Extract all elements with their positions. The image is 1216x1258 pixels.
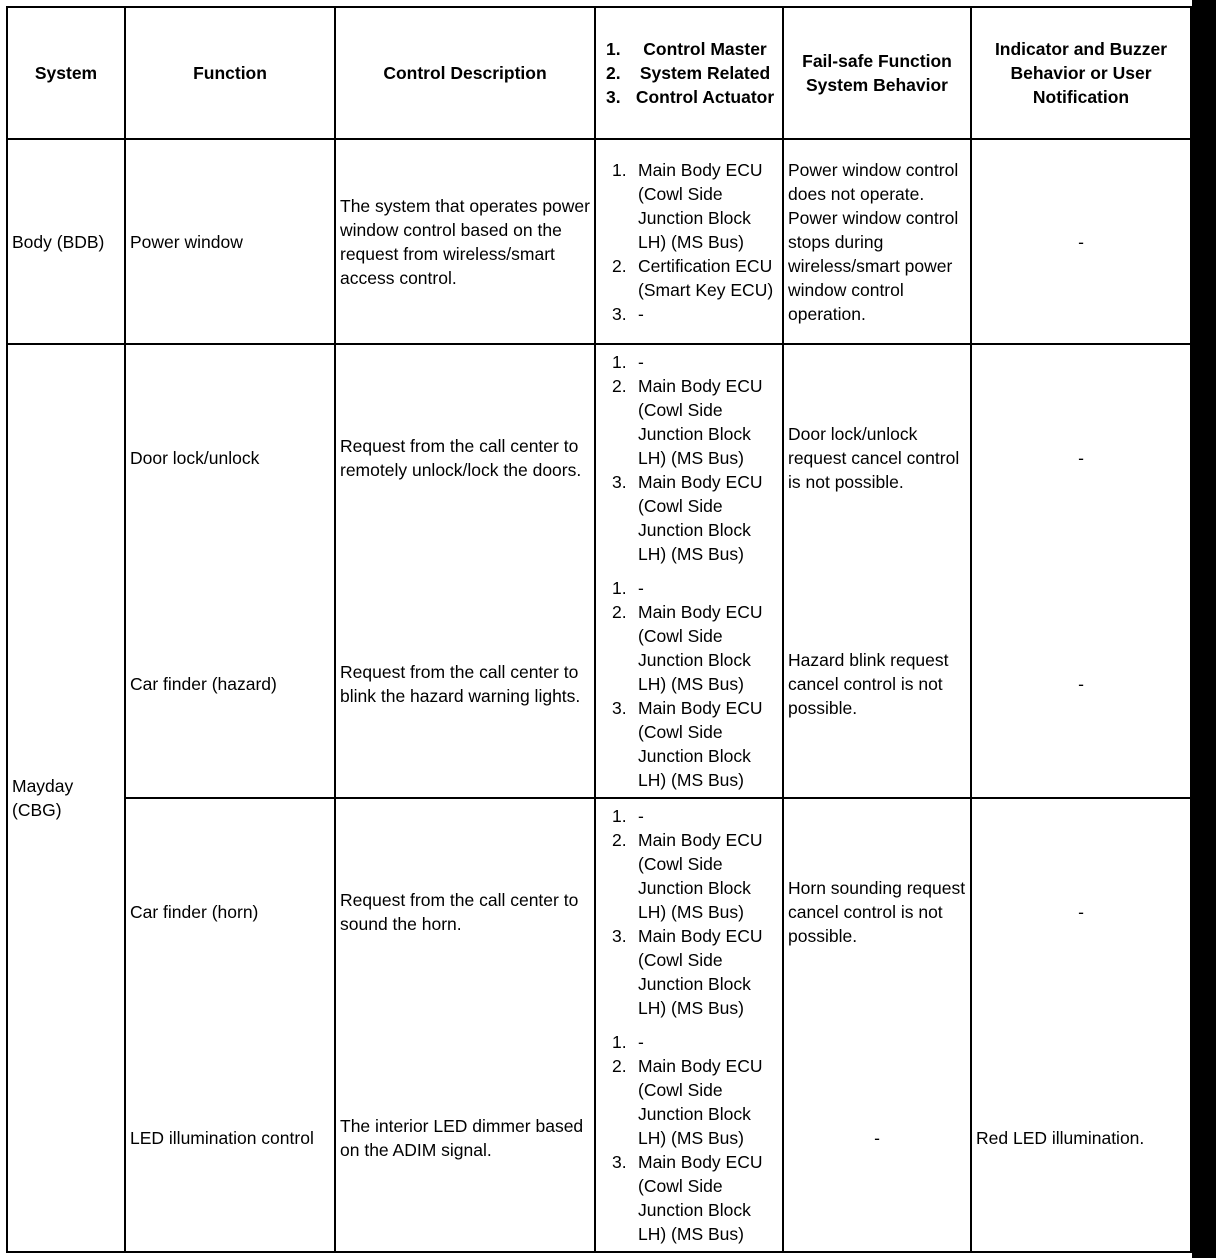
header-function: Function (125, 7, 335, 139)
function-cell: Car finder (hazard) (125, 571, 335, 798)
control-item: 2. Main Body ECU (Cowl Side Junction Block LH) (MS Bus) (612, 376, 763, 468)
control-item: 3. Main Body ECU (Cowl Side Junction Block LH) (MS Bus) (612, 698, 763, 790)
failsafe-cell: Door lock/unlock request cancel control is not possible. (783, 344, 971, 571)
control-cell (595, 798, 783, 1025)
indicator-cell: - (971, 139, 1191, 344)
failsafe-cell: Hazard blink request cancel control is not possible. (783, 571, 971, 798)
control-item: 3. Main Body ECU (Cowl Side Junction Block LH) (MS Bus) (612, 472, 763, 564)
indicator-cell: - (971, 798, 1191, 1025)
control-item: 1. - (612, 806, 644, 826)
header-control-item: 3. Control Actuator (606, 87, 775, 107)
function-cell: Car finder (horn) (125, 798, 335, 1025)
indicator-cell: - (971, 344, 1191, 571)
header-system: System (7, 7, 125, 139)
indicator-cell: Red LED illumination. (971, 1025, 1191, 1252)
table-row (7, 571, 1191, 798)
failsafe-cell: - (783, 1025, 971, 1252)
control-cell (595, 1025, 783, 1252)
control-item: 2. Certification ECU (Smart Key ECU) (612, 255, 774, 300)
table-row (7, 1025, 1191, 1252)
header-row (7, 7, 1191, 139)
function-cell: LED illumination control (125, 1025, 335, 1252)
control-item: 1. Main Body ECU (Cowl Side Junction Block LH) (MS Bus) (612, 159, 763, 252)
indicator-cell: - (971, 571, 1191, 798)
description-cell: Request from the call center to sound the horn. (335, 798, 595, 1025)
table-row (7, 798, 1191, 1025)
header-control (595, 7, 783, 139)
failsafe-cell: Horn sounding request cancel control is not possible. (783, 798, 971, 1025)
system-function-table (6, 6, 1192, 1253)
control-item: 1. - (612, 1032, 644, 1052)
control-item: 1. - (612, 352, 644, 372)
control-cell (595, 139, 783, 344)
header-failsafe: Fail-safe Function System Behavior (783, 7, 971, 139)
control-item: 2. Main Body ECU (Cowl Side Junction Block LH) (MS Bus) (612, 1056, 763, 1148)
control-item: 3. Main Body ECU (Cowl Side Junction Block LH) (MS Bus) (612, 926, 763, 1018)
header-control-item: 1. Control Master (606, 39, 767, 59)
description-cell: Request from the call center to blink the hazard warning lights. (335, 571, 595, 798)
function-cell: Power window (125, 139, 335, 344)
description-cell: Request from the call center to remotely unlock/lock the doors. (335, 344, 595, 571)
header-control-item: 2. System Related (606, 63, 771, 83)
control-item: 1. - (612, 578, 644, 598)
system-cell: Body (BDB) (7, 139, 125, 344)
description-cell: The system that operates power window control based on the request from wireless/smart access control. (335, 139, 595, 344)
function-cell: Door lock/unlock (125, 344, 335, 571)
header-indicator: Indicator and Buzzer Behavior or User Notification (971, 7, 1191, 139)
failsafe-cell: Power window control does not operate. Power window control stops during wireless/smart power window control operation. (783, 139, 971, 344)
control-cell (595, 571, 783, 798)
control-item: 2. Main Body ECU (Cowl Side Junction Block LH) (MS Bus) (612, 830, 763, 922)
control-item: 3. Main Body ECU (Cowl Side Junction Block LH) (MS Bus) (612, 1152, 763, 1244)
control-item: 3. - (612, 303, 644, 324)
table-row (7, 344, 1191, 571)
header-control-description: Control Description (335, 7, 595, 139)
description-cell: The interior LED dimmer based on the ADIM signal. (335, 1025, 595, 1252)
system-cell: Mayday (CBG) (7, 344, 125, 1252)
right-edge-bar (1192, 0, 1216, 1258)
control-cell (595, 344, 783, 571)
control-item: 2. Main Body ECU (Cowl Side Junction Block LH) (MS Bus) (612, 602, 763, 694)
table-row (7, 139, 1191, 344)
